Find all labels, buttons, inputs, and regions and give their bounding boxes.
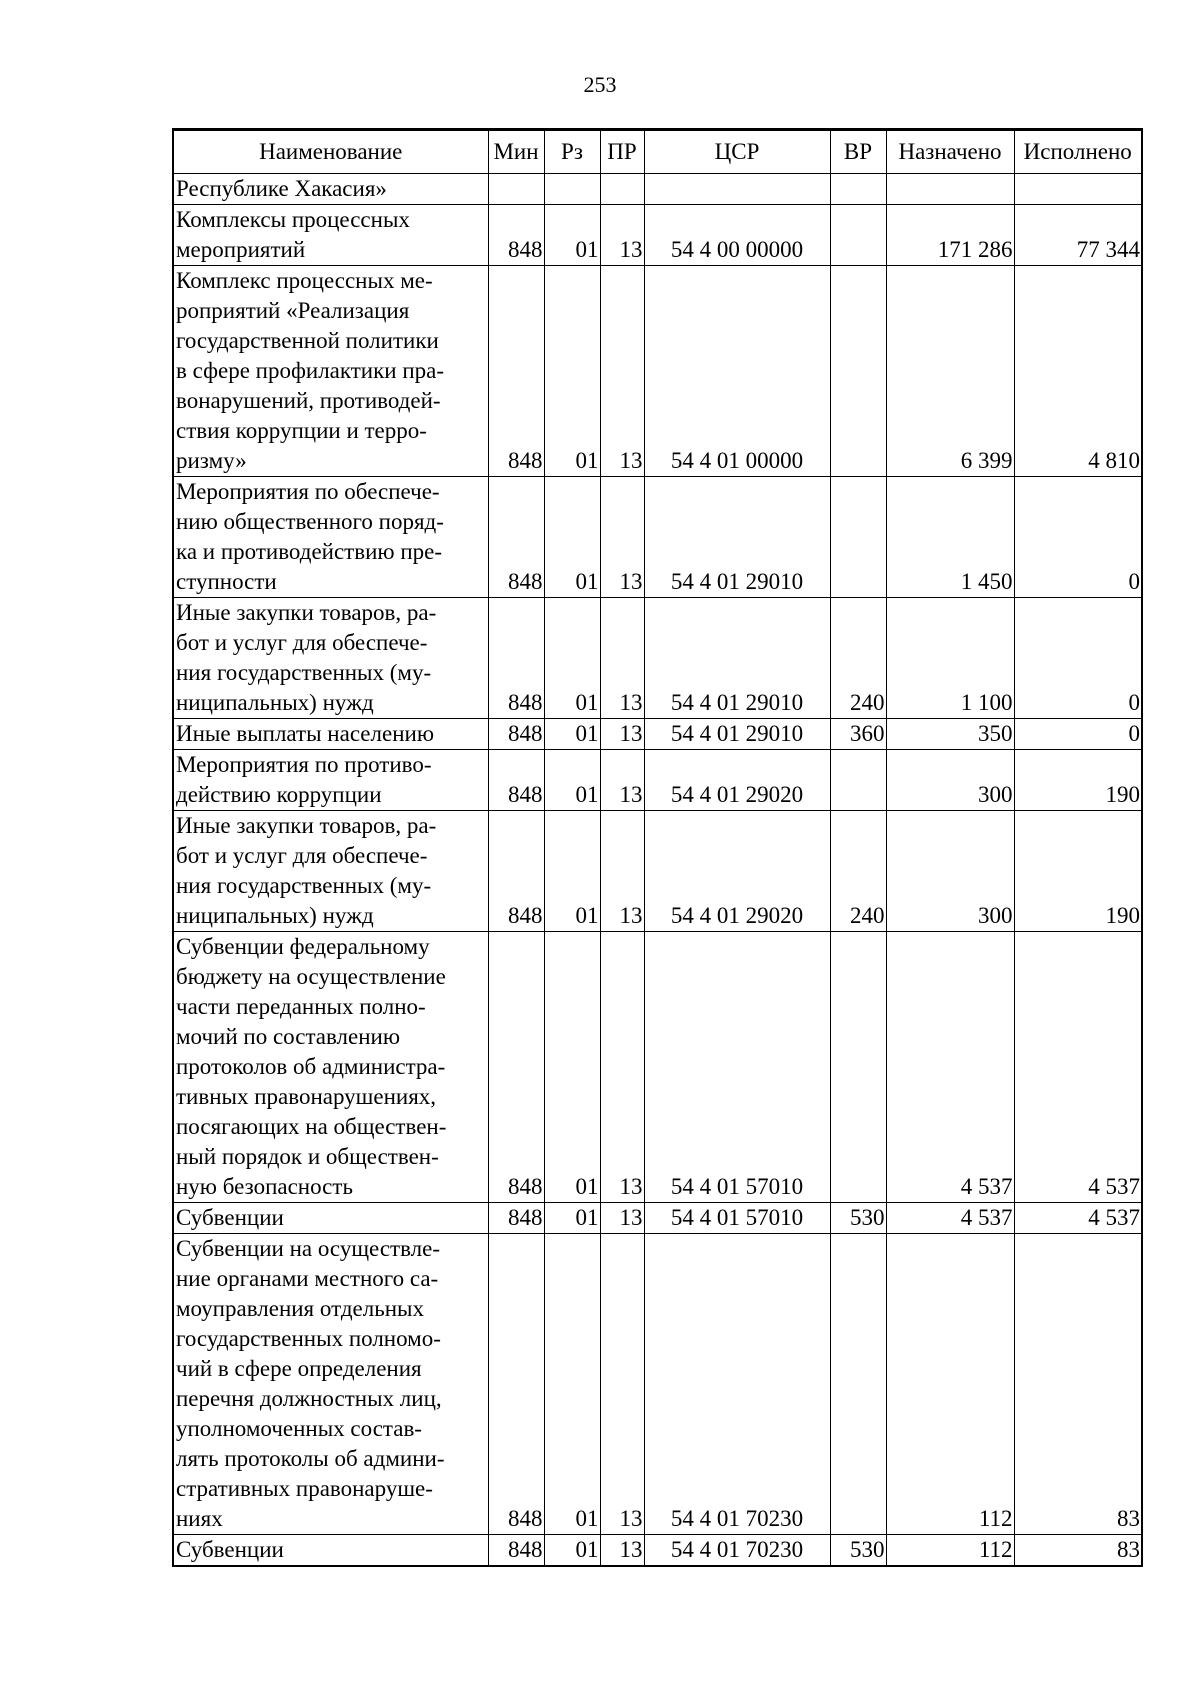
header-assigned: Назначено: [886, 130, 1014, 174]
cell-pr: 13: [600, 598, 644, 719]
cell-vr: 240: [830, 598, 886, 719]
cell-rz: 01: [544, 598, 600, 719]
cell-name-line: протоколов об администра-: [176, 1054, 446, 1079]
cell-name-line: ния государственных (му-: [176, 660, 432, 685]
cell-executed: 190: [1014, 811, 1142, 932]
cell-name-line: Иные закупки товаров, ра-: [176, 813, 437, 838]
cell-name-line: ризму»: [176, 448, 247, 473]
header-pr: ПР: [600, 130, 644, 174]
cell-csr: 54 4 01 29020: [644, 811, 830, 932]
table-row: [173, 932, 1142, 1203]
cell-rz: 01: [544, 266, 600, 477]
cell-name-line: перечня должностных лиц,: [176, 1386, 442, 1411]
cell-name-line: государственных полномо-: [176, 1326, 441, 1351]
table-header-row: [173, 130, 1142, 174]
cell-name: [173, 750, 488, 811]
cell-pr: 13: [600, 1234, 644, 1535]
cell-rz: [544, 174, 600, 205]
cell-name-line: Субвенции на осуществле-: [176, 1236, 440, 1261]
cell-pr: 13: [600, 477, 644, 598]
cell-name-line: Субвенции: [176, 1537, 284, 1562]
cell-name-line: ствия коррупции и терро-: [176, 418, 427, 443]
cell-executed: 4 537: [1014, 1203, 1142, 1234]
cell-pr: 13: [600, 811, 644, 932]
table-row: [173, 477, 1142, 598]
cell-rz: 01: [544, 719, 600, 750]
cell-name-line: мочий по составлению: [176, 1024, 401, 1049]
cell-name-line: Республике Хакасия»: [176, 176, 387, 201]
cell-assigned: 6 399: [886, 266, 1014, 477]
cell-executed: 0: [1014, 598, 1142, 719]
cell-name: [173, 719, 488, 750]
cell-name-line: Субвенции федеральному: [176, 934, 430, 959]
cell-pr: 13: [600, 932, 644, 1203]
cell-min: 848: [488, 811, 544, 932]
cell-name-line: бот и услуг для обеспече-: [176, 843, 428, 868]
cell-name: [173, 266, 488, 477]
table-row: [173, 1234, 1142, 1535]
cell-name-line: части переданных полно-: [176, 994, 426, 1019]
cell-min: 848: [488, 598, 544, 719]
cell-min: 848: [488, 932, 544, 1203]
cell-executed: [1014, 174, 1142, 205]
table-row: [173, 174, 1142, 205]
cell-name-line: роприятий «Реализация: [176, 298, 410, 323]
cell-vr: [830, 266, 886, 477]
cell-csr: 54 4 01 57010: [644, 1203, 830, 1234]
cell-name-line: Мероприятия по обеспече-: [176, 479, 440, 504]
cell-assigned: 300: [886, 811, 1014, 932]
table-row: [173, 205, 1142, 266]
cell-name-line: чий в сфере определения: [176, 1356, 422, 1381]
cell-csr: 54 4 01 57010: [644, 932, 830, 1203]
cell-vr: [830, 932, 886, 1203]
cell-rz: 01: [544, 205, 600, 266]
cell-min: 848: [488, 1234, 544, 1535]
cell-executed: 83: [1014, 1535, 1142, 1567]
cell-vr: [830, 750, 886, 811]
cell-name: [173, 477, 488, 598]
cell-name-line: ниципальных) нужд: [176, 903, 374, 928]
table-row: [173, 1203, 1142, 1234]
cell-name-line: ниципальных) нужд: [176, 690, 374, 715]
cell-min: 848: [488, 1203, 544, 1234]
cell-name-line: бот и услуг для обеспече-: [176, 630, 428, 655]
cell-name-line: посягающих на обществен-: [176, 1114, 447, 1139]
cell-csr: 54 4 01 29020: [644, 750, 830, 811]
cell-pr: 13: [600, 1535, 644, 1567]
cell-vr: [830, 1234, 886, 1535]
cell-assigned: 300: [886, 750, 1014, 811]
cell-rz: 01: [544, 1234, 600, 1535]
cell-csr: 54 4 00 00000: [644, 205, 830, 266]
budget-table: [172, 128, 1143, 1567]
cell-name-line: лять протоколы об админи-: [176, 1446, 445, 1471]
cell-vr: [830, 205, 886, 266]
table-body: [173, 174, 1142, 1567]
cell-name-line: в сфере профилактики пра-: [176, 358, 445, 383]
cell-min: 848: [488, 205, 544, 266]
cell-name-line: ка и противодействию пре-: [176, 539, 443, 564]
cell-name-line: Мероприятия по противо-: [176, 752, 432, 777]
cell-csr: 54 4 01 29010: [644, 477, 830, 598]
cell-name-line: ную безопасность: [176, 1174, 353, 1199]
cell-rz: 01: [544, 1203, 600, 1234]
cell-name-line: ниях: [176, 1506, 223, 1531]
cell-assigned: 171 286: [886, 205, 1014, 266]
cell-name-line: моуправления отдельных: [176, 1296, 424, 1321]
cell-executed: 190: [1014, 750, 1142, 811]
cell-name: [173, 1203, 488, 1234]
cell-min: 848: [488, 477, 544, 598]
cell-vr: 360: [830, 719, 886, 750]
cell-min: 848: [488, 266, 544, 477]
cell-vr: 530: [830, 1203, 886, 1234]
cell-name: [173, 1234, 488, 1535]
cell-name-line: Иные закупки товаров, ра-: [176, 600, 437, 625]
cell-assigned: 4 537: [886, 932, 1014, 1203]
header-name: Наименование: [173, 130, 488, 174]
cell-name-line: ступности: [176, 569, 277, 594]
cell-vr: 530: [830, 1535, 886, 1567]
table-row: [173, 598, 1142, 719]
header-rz: Рз: [544, 130, 600, 174]
cell-assigned: 112: [886, 1234, 1014, 1535]
cell-rz: 01: [544, 932, 600, 1203]
cell-rz: 01: [544, 811, 600, 932]
cell-assigned: 1 450: [886, 477, 1014, 598]
cell-name-line: Комплекс процессных ме-: [176, 268, 433, 293]
cell-executed: 0: [1014, 477, 1142, 598]
table-row: [173, 266, 1142, 477]
cell-csr: 54 4 01 70230: [644, 1234, 830, 1535]
cell-name-line: ние органами местного са-: [176, 1266, 439, 1291]
cell-csr: 54 4 01 29010: [644, 598, 830, 719]
cell-csr: 54 4 01 70230: [644, 1535, 830, 1567]
cell-pr: 13: [600, 750, 644, 811]
cell-pr: 13: [600, 205, 644, 266]
cell-rz: 01: [544, 477, 600, 598]
header-vr: ВР: [830, 130, 886, 174]
cell-min: [488, 174, 544, 205]
cell-assigned: 350: [886, 719, 1014, 750]
cell-name: [173, 598, 488, 719]
cell-name-line: мероприятий: [176, 237, 306, 262]
cell-executed: 4 537: [1014, 932, 1142, 1203]
cell-executed: 0: [1014, 719, 1142, 750]
cell-rz: 01: [544, 750, 600, 811]
cell-executed: 4 810: [1014, 266, 1142, 477]
page-number: 253: [583, 72, 617, 97]
cell-executed: 83: [1014, 1234, 1142, 1535]
cell-min: 848: [488, 719, 544, 750]
cell-assigned: 112: [886, 1535, 1014, 1567]
cell-name-line: ный порядок и обществен-: [176, 1144, 439, 1169]
table-row: [173, 719, 1142, 750]
cell-executed: 77 344: [1014, 205, 1142, 266]
cell-name-line: уполномоченных состав-: [176, 1416, 422, 1441]
cell-name-line: стративных правонаруше-: [176, 1476, 433, 1501]
cell-pr: 13: [600, 266, 644, 477]
cell-name-line: вонарушений, противодей-: [176, 388, 441, 413]
cell-name-line: Иные выплаты населению: [176, 721, 434, 746]
cell-vr: [830, 174, 886, 205]
cell-name: [173, 174, 488, 205]
cell-vr: [830, 477, 886, 598]
cell-min: 848: [488, 750, 544, 811]
cell-csr: 54 4 01 00000: [644, 266, 830, 477]
cell-name-line: действию коррупции: [176, 782, 382, 807]
table-row: [173, 811, 1142, 932]
cell-vr: 240: [830, 811, 886, 932]
cell-name-line: государственной политики: [176, 328, 439, 353]
cell-assigned: 4 537: [886, 1203, 1014, 1234]
cell-name: [173, 932, 488, 1203]
header-csr: ЦСР: [644, 130, 830, 174]
cell-pr: [600, 174, 644, 205]
cell-name: [173, 1535, 488, 1567]
cell-csr: [644, 174, 830, 205]
cell-name-line: Комплексы процессных: [176, 207, 410, 232]
cell-min: 848: [488, 1535, 544, 1567]
cell-assigned: 1 100: [886, 598, 1014, 719]
cell-name: [173, 205, 488, 266]
cell-name-line: тивных правонарушениях,: [176, 1084, 437, 1109]
cell-name-line: Субвенции: [176, 1205, 284, 1230]
cell-name-line: ния государственных (му-: [176, 873, 432, 898]
header-min: Мин: [488, 130, 544, 174]
table-row: [173, 1535, 1142, 1567]
cell-csr: 54 4 01 29010: [644, 719, 830, 750]
cell-assigned: [886, 174, 1014, 205]
cell-rz: 01: [544, 1535, 600, 1567]
cell-name: [173, 811, 488, 932]
cell-pr: 13: [600, 719, 644, 750]
cell-name-line: нию общественного поряд-: [176, 509, 444, 534]
cell-name-line: бюджету на осуществление: [176, 964, 446, 989]
header-executed: Исполнено: [1014, 130, 1142, 174]
table-row: [173, 750, 1142, 811]
cell-pr: 13: [600, 1203, 644, 1234]
